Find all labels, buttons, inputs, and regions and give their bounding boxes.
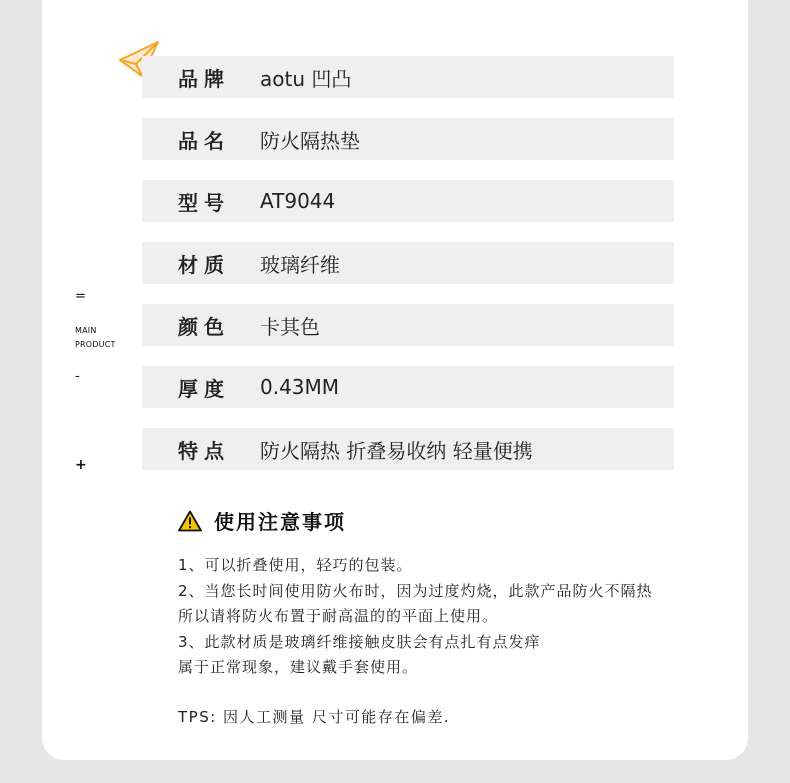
spec-label: 材质 xyxy=(178,252,230,277)
spec-value: aotu 凹凸 xyxy=(260,66,352,91)
spec-label: 型号 xyxy=(178,190,230,215)
notice-heading xyxy=(178,506,738,535)
spec-value: 防火隔热 折叠易收纳 轻量便携 xyxy=(260,438,533,463)
notice-line: 1、可以折叠使用，轻巧的包装。 xyxy=(178,556,413,574)
spec-label: 品牌 xyxy=(178,66,230,91)
spec-value: AT9044 xyxy=(260,189,336,213)
side-plus-mark: + xyxy=(75,457,87,473)
spec-label: 特点 xyxy=(178,438,230,463)
spec-label: 颜色 xyxy=(178,314,230,339)
spec-row-thickness xyxy=(142,366,674,408)
spec-row-color xyxy=(142,304,674,346)
warning-icon xyxy=(178,510,202,532)
notice-line: 3、此款材质是玻璃纤维接触皮肤会有点扎有点发痒 xyxy=(178,632,541,651)
notice-line: 属于正常现象，建议戴手套使用。 xyxy=(178,658,419,676)
spec-value: 0.43MM xyxy=(260,375,340,399)
notice-title: 使用注意事项 xyxy=(214,510,346,534)
usage-notice xyxy=(178,506,738,681)
spec-row-features xyxy=(142,428,674,470)
notice-line: 所以请将防火布置于耐高温的的平面上使用。 xyxy=(178,607,499,625)
side-label-product: PRODUCT xyxy=(75,340,116,349)
spec-label: 品名 xyxy=(178,128,230,153)
notice-line: 2、当您长时间使用防火布时，因为过度灼烧，此款产品防火不隔热 xyxy=(178,581,653,600)
measurement-tips: TPS: 因人工测量 尺寸可能存在偏差. xyxy=(178,708,451,726)
spec-row-brand xyxy=(142,56,674,98)
spec-value: 防火隔热垫 xyxy=(260,128,360,153)
spec-row-name xyxy=(142,118,674,160)
side-equals-mark: = xyxy=(75,289,86,304)
side-dash-mark: - xyxy=(75,369,80,384)
side-label-main: MAIN xyxy=(75,326,97,335)
spec-value: 卡其色 xyxy=(260,314,320,339)
spec-row-model xyxy=(142,180,674,222)
side-main-product-label xyxy=(75,324,116,352)
spec-value: 玻璃纤维 xyxy=(260,252,340,277)
spec-row-material xyxy=(142,242,674,284)
spec-label: 厚度 xyxy=(178,376,230,401)
